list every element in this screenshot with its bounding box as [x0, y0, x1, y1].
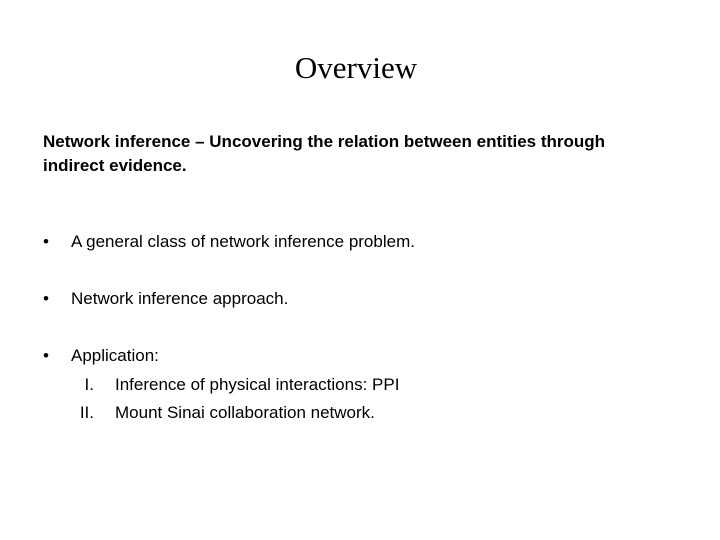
bullet-marker: • [43, 289, 49, 308]
sub-item-text: Inference of physical interactions: PPI [115, 375, 400, 394]
bullet-marker: • [43, 346, 49, 365]
intro-text: Network inference – Uncovering the relation between entities through indirect evidence. [43, 132, 606, 175]
bullet-text: Application: [71, 346, 159, 365]
bullet-text: A general class of network inference problem. [71, 232, 415, 251]
bullet-text: Network inference approach. [71, 289, 289, 308]
slide-title: Overview [294, 50, 418, 85]
sub-item-numeral: I. [84, 375, 94, 394]
sub-item-numeral: II. [79, 403, 94, 422]
sub-item-text: Mount Sinai collaboration network. [115, 403, 375, 422]
bullet-marker: • [43, 232, 49, 251]
